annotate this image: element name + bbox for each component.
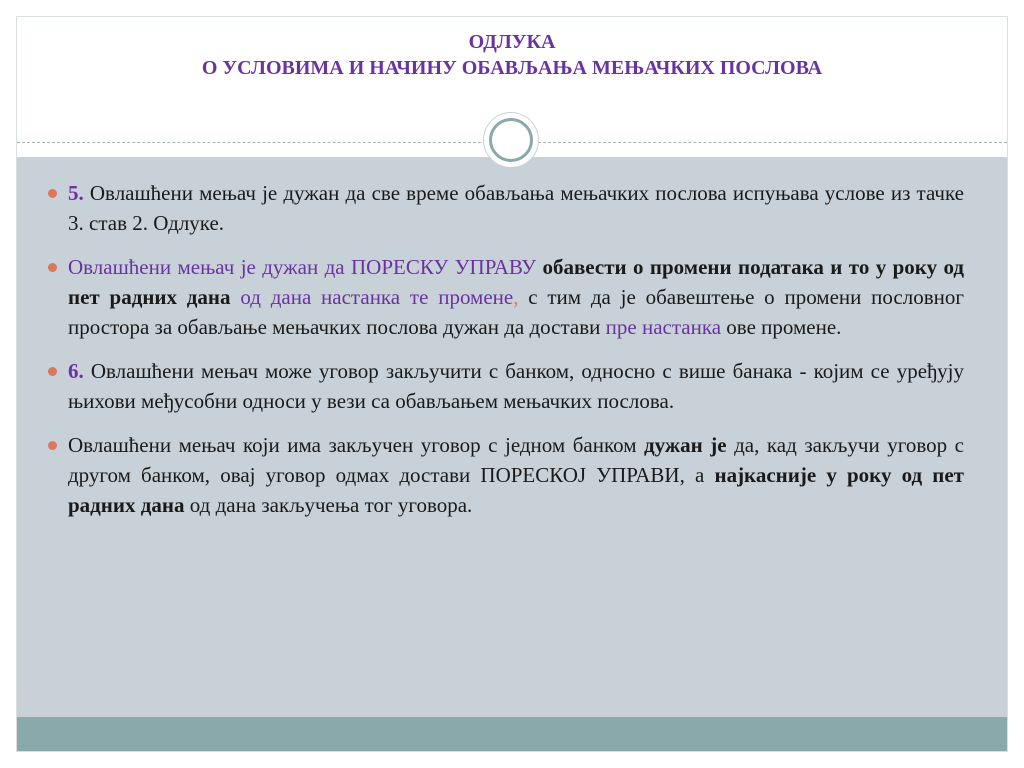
item-text: с тим да је обавештење о промени пословног простора за обављање мењачких послова дужан да достави xyxy=(68,285,965,339)
item-text-highlight: пре настанка xyxy=(605,315,722,339)
item-text: ове промене. xyxy=(721,315,842,339)
bullet-item-1 xyxy=(52,178,964,238)
item-text-comma: , xyxy=(513,285,519,309)
bullet-dot-icon xyxy=(48,367,57,376)
bullet-dot-icon xyxy=(48,441,57,450)
title-line-1: ОДЛУКА xyxy=(468,31,556,53)
item-text: Овлашћени мењач који има закључен уговор с једном банком xyxy=(68,433,645,457)
footer-band xyxy=(17,717,1007,751)
bullet-dot-icon xyxy=(48,263,57,272)
item-text-highlight: од дана настанка те промене xyxy=(230,285,514,309)
bullet-dot-icon xyxy=(48,189,57,198)
item-text-bold: дужан је xyxy=(644,433,727,457)
bullet-item-2 xyxy=(52,252,964,342)
slide-title xyxy=(17,29,1007,81)
item-text: да, кад закључи уговор с другом банком, овај уговор одмах достави ПОРЕСКОЈ УПРАВИ, а xyxy=(68,433,964,487)
circle-ornament-icon xyxy=(484,113,538,167)
item-text-highlight: Овлашћени мењач је дужан да ПОРЕСКУ УПРАВУ xyxy=(68,255,537,279)
item-text: од дана закључења тог уговора. xyxy=(184,493,473,517)
item-number: 5. xyxy=(68,181,84,205)
bullet-item-3 xyxy=(52,356,964,416)
title-line-2: О УСЛОВИМА И НАЧИНУ ОБАВЉАЊА МЕЊАЧКИХ ПОСЛОВА xyxy=(201,57,823,79)
item-text: Овлашћени мењач може уговор закључити с банком, односно с више банака - којим се уређују њихови међусобни односи у вези са обављањем мењачких послова. xyxy=(68,359,964,413)
slide-content xyxy=(52,178,964,534)
bullet-item-4 xyxy=(52,430,964,520)
item-number: 6. xyxy=(68,359,84,383)
item-text: Овлашћени мењач је дужан да све време обављања мењачких послова испуњава услове из тачке 3. став 2. Одлуке. xyxy=(68,181,964,235)
item-text-bold: најкасније у року од пет радних дана xyxy=(68,463,964,517)
item-text-bold: обавести о промени података и то у року од пет радних дана xyxy=(68,255,964,309)
